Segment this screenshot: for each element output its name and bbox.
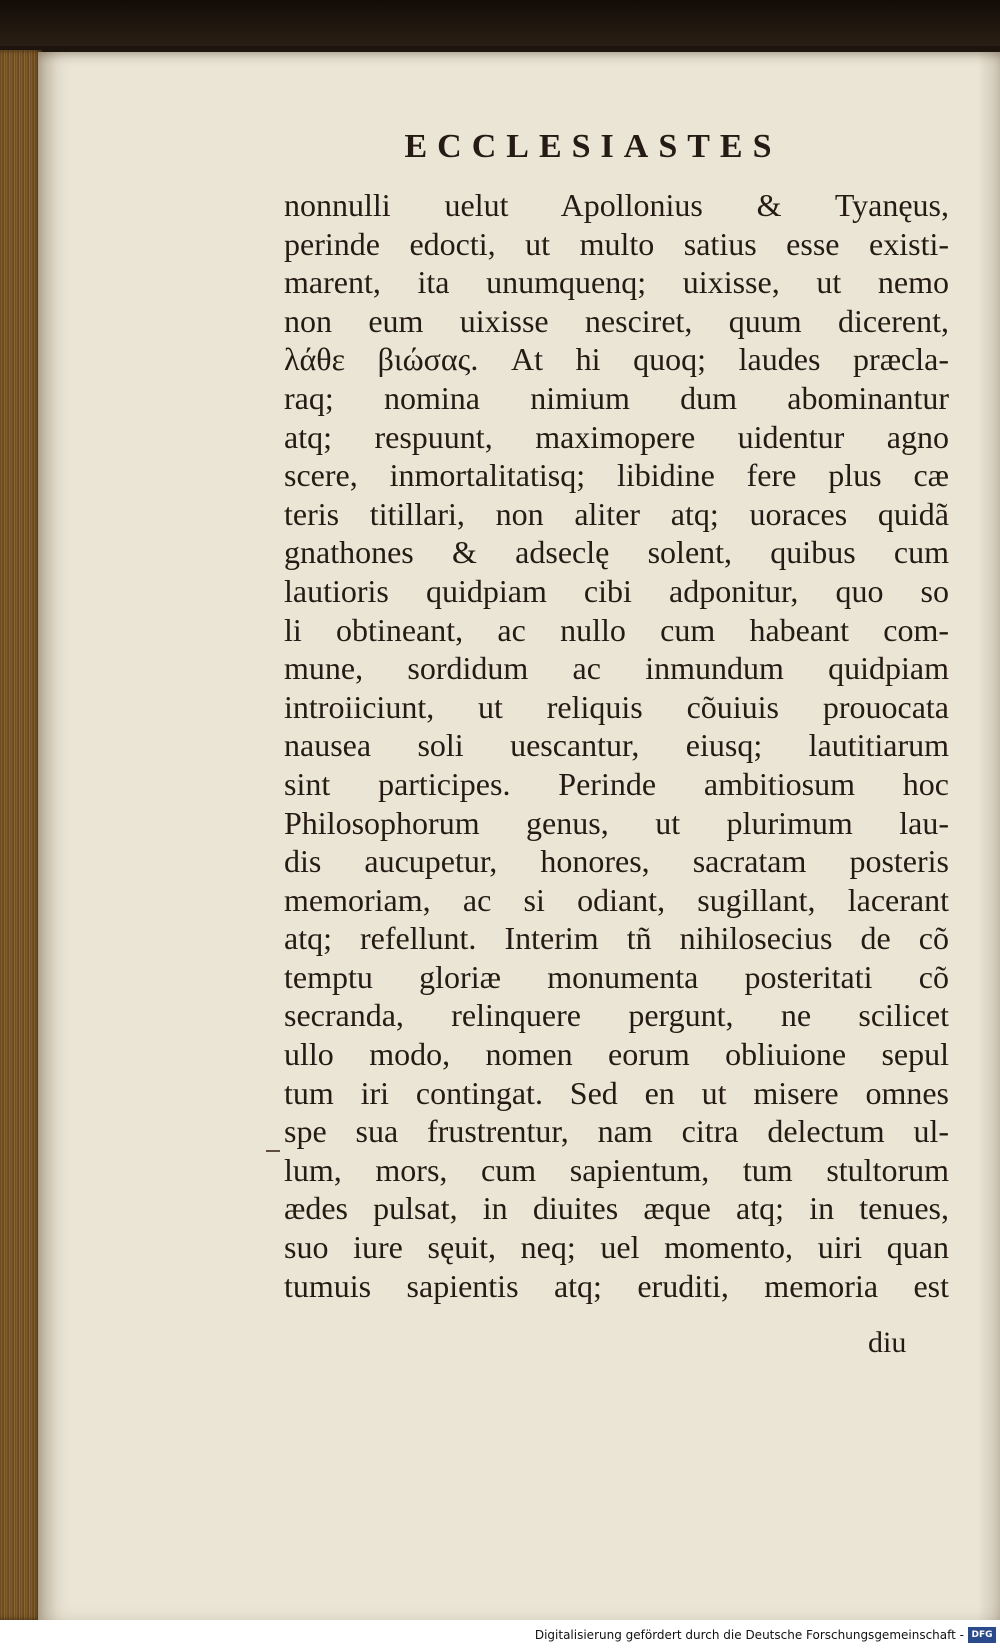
- dfg-logo-icon: DFG: [968, 1627, 996, 1643]
- text-line: ullo modo, nomen eorum obliuione sepul: [284, 1036, 949, 1073]
- text-line: introiiciunt, ut reliquis cõuiuis prouocata: [284, 688, 949, 725]
- text-line: lautioris quidpiam cibi adponitur, quo so: [284, 572, 949, 609]
- text-line: nonnulli uelut Apollonius & Tyanęus,: [284, 187, 949, 223]
- text-line: teris titillari, non aliter atq; uoraces quidã: [284, 495, 949, 532]
- text-line: Philosophorum genus, ut plurimum lau-: [284, 804, 949, 841]
- text-line: memoriam, ac si odiant, sugillant, lacerant: [284, 881, 949, 918]
- text-line: marent, ita unumquenq; uixisse, ut nemo: [284, 264, 949, 301]
- text-line: spe sua frustrentur, nam citra delectum ul-: [284, 1113, 949, 1150]
- text-line: lum, mors, cum sapientum, tum stultorum: [284, 1151, 949, 1188]
- running-head: ECCLESIASTES: [404, 128, 782, 165]
- text-line: dis aucupetur, honores, sacratam posteris: [284, 843, 949, 880]
- text-line: tum iri contingat. Sed en ut misere omnes: [284, 1074, 949, 1111]
- footer-bar: [0, 1620, 1000, 1648]
- margin-mark: [266, 1150, 280, 1152]
- catchword: diu: [868, 1326, 907, 1359]
- page-shadow-top: [0, 0, 1000, 46]
- text-line: scere, inmortalitatisq; libidine fere plus cæ: [284, 457, 949, 494]
- text-line: suo iure sęuit, neq; uel momento, uiri quan: [284, 1229, 949, 1266]
- text-line: perinde edocti, ut multo satius esse existi-: [284, 225, 949, 262]
- text-line: nausea soli uescantur, eiusq; lautitiarum: [284, 727, 949, 764]
- text-line: atq; respuunt, maximopere uidentur agno: [284, 418, 949, 455]
- text-line: li obtineant, ac nullo cum habeant com-: [284, 611, 949, 648]
- text-line: non eum uixisse nesciret, quum dicerent,: [284, 302, 949, 339]
- scanned-page: [38, 52, 1000, 1620]
- text-line: tumuis sapientis atq; eruditi, memoria est: [284, 1267, 949, 1304]
- text-line: temptu gloriæ monumenta posteritati cõ: [284, 958, 949, 995]
- book-page-edges: [0, 50, 42, 1620]
- text-line: raq; nomina nimium dum abominantur: [284, 379, 949, 416]
- text-line: gnathones & adseclę solent, quibus cum: [284, 534, 949, 571]
- text-line: atq; refellunt. Interim tñ nihilosecius de cõ: [284, 920, 949, 957]
- text-line: ædes pulsat, in diuites æque atq; in tenues,: [284, 1190, 949, 1227]
- text-line: λάθε βιώσας. At hi quoq; laudes præcla-: [284, 341, 949, 378]
- text-line: mune, sordidum ac inmundum quidpiam: [284, 650, 949, 687]
- text-line: secranda, relinquere pergunt, ne scilicet: [284, 997, 949, 1034]
- body-text: [284, 186, 949, 1305]
- funding-credit: Digitalisierung gefördert durch die Deutsche Forschungsgemeinschaft -: [534, 1628, 964, 1642]
- text-line: sint participes. Perinde ambitiosum hoc: [284, 765, 949, 802]
